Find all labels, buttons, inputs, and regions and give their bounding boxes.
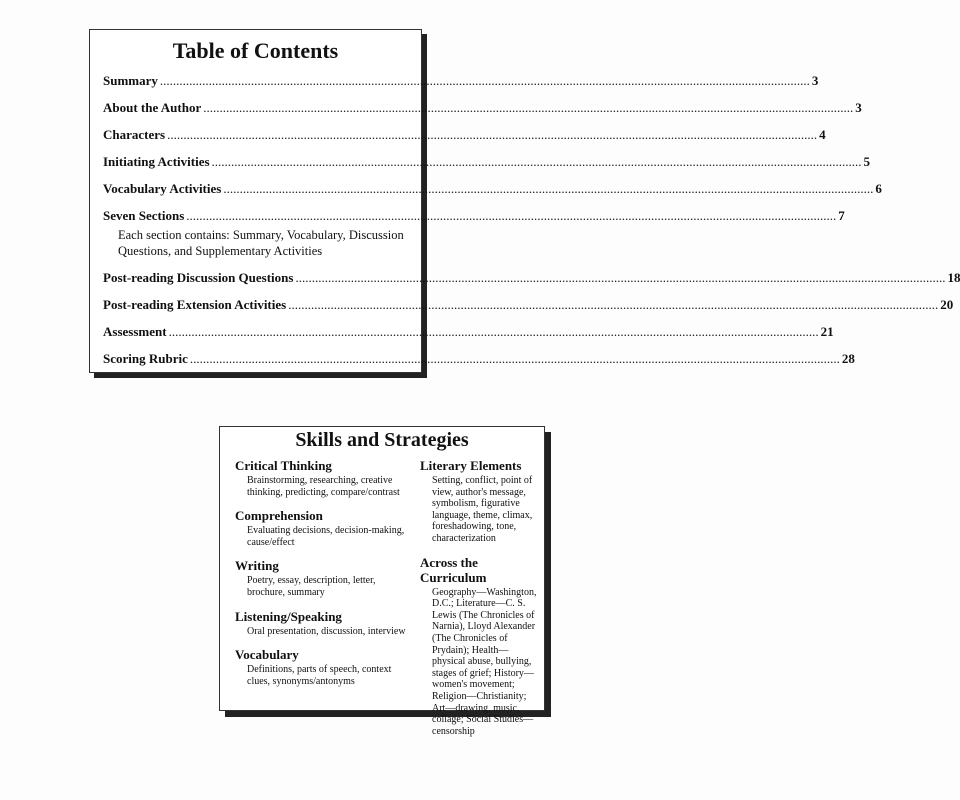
toc-leader-dots: ........................................................................................................................................................................................................ bbox=[288, 297, 939, 312]
toc-row bbox=[103, 297, 954, 324]
toc-leader-dots: ........................................................................................................................................................................................................ bbox=[203, 100, 854, 115]
toc-leader-dots: ........................................................................................................................................................................................................ bbox=[168, 324, 819, 339]
toc-row bbox=[103, 181, 882, 208]
skills-and-strategies-box bbox=[219, 426, 545, 737]
toc-entry-page: 3 bbox=[855, 100, 862, 115]
toc-entry-label: About the Author bbox=[103, 100, 202, 115]
toc-leader-dots: ........................................................................................................................................................................................................ bbox=[211, 154, 862, 169]
toc-entry-page: 6 bbox=[875, 181, 882, 196]
toc-row bbox=[103, 324, 834, 351]
table-of-contents-box bbox=[89, 29, 960, 373]
toc-entry-label: Scoring Rubric bbox=[103, 351, 188, 366]
skill-description: Poetry, essay, description, letter, brochure, summary bbox=[247, 575, 376, 598]
toc-entry-label: Post-reading Extension Activities bbox=[103, 297, 287, 312]
toc-entry-label: Vocabulary Activities bbox=[103, 181, 222, 196]
toc-row bbox=[103, 351, 855, 378]
toc-row bbox=[103, 154, 871, 181]
toc-entry-label: Post-reading Discussion Questions bbox=[103, 270, 294, 285]
toc-leader-dots: ........................................................................................................................................................................................................ bbox=[295, 270, 946, 285]
toc-entry-label: Initiating Activities bbox=[103, 154, 210, 169]
skill-group bbox=[235, 558, 415, 598]
skill-heading: Comprehension bbox=[235, 508, 323, 524]
skill-heading: Across the Curriculum bbox=[420, 554, 487, 585]
toc-row bbox=[103, 73, 819, 100]
toc-entry-label: Summary bbox=[103, 73, 158, 88]
toc-row bbox=[103, 270, 960, 297]
skill-description: Definitions, parts of speech, context clues, synonyms/antonyms bbox=[247, 664, 392, 687]
skills-left-column bbox=[235, 458, 415, 687]
skill-heading: Writing bbox=[235, 558, 279, 574]
skill-group bbox=[235, 508, 415, 548]
skills-right-column bbox=[420, 458, 540, 737]
skill-heading: Listening/Speaking bbox=[235, 608, 342, 624]
toc-leader-dots: ........................................................................................................................................................................................................ bbox=[167, 127, 818, 142]
skill-group bbox=[420, 555, 540, 738]
skill-group bbox=[235, 647, 415, 687]
toc-entry-page: 3 bbox=[811, 73, 819, 88]
toc-entry-page: 18 bbox=[947, 270, 960, 285]
toc-row bbox=[103, 127, 826, 154]
toc-entry-page: 5 bbox=[863, 154, 871, 169]
toc-entry-page: 20 bbox=[940, 297, 954, 312]
skill-description: Setting, conflict, point of view, author's message, symbolism, figurative language, theme, climax, foreshadowing, tone, characterization bbox=[432, 475, 533, 544]
toc-entry-label: Assessment bbox=[103, 324, 167, 339]
toc-entry-note: Each section contains: Summary, Vocabulary, Discussion Questions, and Supplementary Activities bbox=[118, 228, 404, 258]
skill-description: Evaluating decisions, decision-making, cause/effect bbox=[247, 525, 405, 548]
toc-leader-dots: ........................................................................................................................................................................................................ bbox=[223, 181, 874, 196]
skill-description: Brainstorming, researching, creative thinking, predicting, compare/contrast bbox=[247, 475, 400, 498]
skill-heading: Critical Thinking bbox=[235, 458, 332, 473]
skill-heading: Literary Elements bbox=[420, 458, 522, 473]
toc-entry-page: 21 bbox=[820, 324, 834, 339]
toc-entry-label: Seven Sections bbox=[103, 208, 185, 223]
toc-entry-page: 7 bbox=[838, 208, 845, 223]
toc-entry-page: 28 bbox=[841, 351, 855, 366]
skill-group bbox=[420, 458, 540, 545]
toc-entry-label: Characters bbox=[103, 127, 166, 142]
toc-title: Table of Contents bbox=[172, 38, 339, 63]
toc-leader-dots: ........................................................................................................................................................................................................ bbox=[186, 208, 837, 223]
toc-leader-dots: ........................................................................................................................................................................................................ bbox=[189, 351, 840, 366]
skill-group bbox=[235, 458, 415, 498]
toc-list bbox=[103, 73, 960, 378]
skill-description: Oral presentation, discussion, interview bbox=[247, 625, 406, 637]
skill-group bbox=[235, 609, 415, 638]
skill-description: Geography—Washington, D.C.; Literature—C. S. Lewis (The Chronicles of Narnia), Lloyd Alexander (The Chronicles of Prydain); Health—physical abuse, bullying, stages of grief; History—women's movement; Religion—Christianity; Art—drawing, music, collage; Social Studies—censorship bbox=[432, 586, 537, 737]
toc-entry-page: 4 bbox=[819, 127, 826, 142]
skills-title: Skills and Strategies bbox=[295, 429, 469, 451]
toc-row bbox=[103, 100, 862, 127]
skill-heading: Vocabulary bbox=[235, 647, 299, 663]
toc-leader-dots: ........................................................................................................................................................................................................ bbox=[159, 73, 810, 88]
